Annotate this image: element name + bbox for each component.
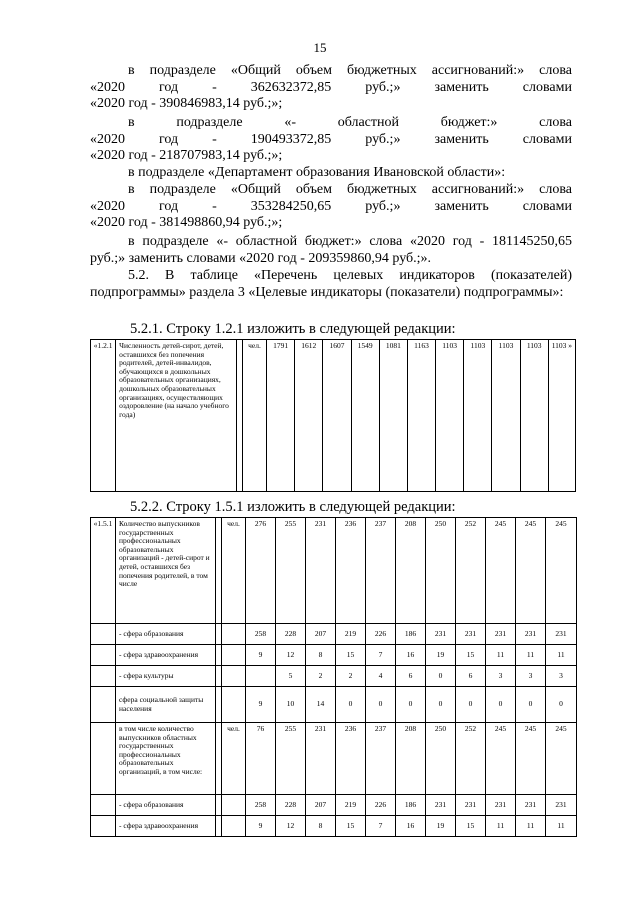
value-cell: 10 <box>276 687 306 723</box>
value-cell: 2 <box>336 666 366 687</box>
word: бюджетных <box>347 63 417 78</box>
value-cell: 6 <box>456 666 486 687</box>
value-cell: 255 <box>276 518 306 624</box>
value-cell: 1612 <box>295 340 323 492</box>
value-cell: 237 <box>366 723 396 795</box>
table-row <box>91 645 577 666</box>
value-cell: 15 <box>336 645 366 666</box>
paragraph-dept-regional-budget: в подразделе «- областной бюджет:» слова «2020 год - 181145250,65 руб.;» заменить словами «2020 год - 209359860,94 руб.;». <box>90 234 572 266</box>
value-cell: 0 <box>336 687 366 723</box>
value-cell: 186 <box>396 624 426 645</box>
row-code <box>91 816 116 837</box>
row-code <box>91 687 116 723</box>
value-cell: 226 <box>366 795 396 816</box>
value-cell: 255 <box>276 723 306 795</box>
value-cell: 19 <box>426 816 456 837</box>
paragraph-line: «2020 год - 218707983,14 руб.;»; <box>90 148 283 164</box>
table-row <box>91 518 577 624</box>
row-code: «1.5.1 <box>91 518 116 624</box>
value-cell: 4 <box>366 666 396 687</box>
justified-line <box>90 80 572 97</box>
word: 362632372,85 <box>250 79 332 95</box>
table-row <box>91 723 577 795</box>
value-cell: 2 <box>306 666 336 687</box>
value-cell: 1103 <box>464 340 492 492</box>
row-code <box>91 666 116 687</box>
value-cell: 228 <box>276 795 306 816</box>
value-cell: 7 <box>366 645 396 666</box>
table-row <box>91 666 577 687</box>
row-code <box>91 723 116 795</box>
justified-line <box>90 182 572 199</box>
row-unit <box>222 666 246 687</box>
row-description: - сфера образования <box>116 624 216 645</box>
value-cell: 0 <box>426 666 456 687</box>
value-cell: 231 <box>516 795 546 816</box>
value-cell: 5 <box>276 666 306 687</box>
value-cell: 15 <box>336 816 366 837</box>
word: «2020 <box>90 131 125 147</box>
value-cell: 16 <box>396 816 426 837</box>
value-cell: 3 <box>516 666 546 687</box>
word: в <box>128 63 135 78</box>
value-cell: 11 <box>486 816 516 837</box>
justified-line <box>90 63 572 80</box>
value-cell <box>246 666 276 687</box>
value-cell: 3 <box>486 666 516 687</box>
value-cell: 231 <box>456 795 486 816</box>
word: бюджетных <box>347 182 417 197</box>
indicator-table-121 <box>90 339 576 492</box>
value-cell: 1163 <box>407 340 435 492</box>
word: руб.;» <box>365 79 401 95</box>
word: - <box>212 131 217 147</box>
value-cell: 76 <box>246 723 276 795</box>
row-unit: чел. <box>222 518 246 624</box>
value-cell: 11 <box>516 645 546 666</box>
word: «Общий <box>230 63 281 78</box>
value-cell: 226 <box>366 624 396 645</box>
word: - <box>212 198 217 214</box>
value-cell: 12 <box>276 645 306 666</box>
value-cell: 1607 <box>323 340 351 492</box>
value-cell: 245 <box>516 518 546 624</box>
table-row <box>91 624 577 645</box>
indicator-table-151 <box>90 517 577 837</box>
heading-522: 5.2.2. Строку 1.5.1 изложить в следующей редакции: <box>130 499 456 515</box>
word: слова <box>539 63 572 78</box>
word: в <box>128 115 135 130</box>
value-cell: 1103 » <box>548 340 575 492</box>
value-cell: 231 <box>486 624 516 645</box>
value-cell: 208 <box>396 518 426 624</box>
word: заменить <box>434 131 489 147</box>
word: год <box>159 79 179 95</box>
value-cell: 6 <box>396 666 426 687</box>
value-cell: 9 <box>246 687 276 723</box>
table-row <box>91 795 577 816</box>
word: год <box>159 198 179 214</box>
value-cell: 1103 <box>492 340 520 492</box>
value-cell: 3 <box>546 666 577 687</box>
word: год <box>159 131 179 147</box>
word: 353284250,65 <box>250 198 332 214</box>
value-cell: 1791 <box>267 340 295 492</box>
value-cell: 11 <box>516 816 546 837</box>
row-code: «1.2.1 <box>91 340 116 492</box>
value-cell: 236 <box>336 723 366 795</box>
value-cell: 16 <box>396 645 426 666</box>
word: руб.;» <box>365 198 401 214</box>
word: подразделе <box>149 63 216 78</box>
word: словами <box>522 131 572 147</box>
word: бюджет:» <box>440 115 498 130</box>
row-description: сфера социальной защиты населения <box>116 687 216 723</box>
word: - <box>212 79 217 95</box>
word: объем <box>295 63 333 78</box>
value-cell: 11 <box>546 645 577 666</box>
value-cell: 245 <box>486 723 516 795</box>
paragraph-line: «2020 год - 390846983,14 руб.;»; <box>90 96 283 112</box>
value-cell: 236 <box>336 518 366 624</box>
row-code <box>91 624 116 645</box>
value-cell: 258 <box>246 795 276 816</box>
row-description: в том числе количество выпускников областных государственных профессиональных образовательных организаций, в том числе: <box>116 723 216 795</box>
word: «2020 <box>90 79 125 95</box>
row-description: Количество выпускников государственных профессиональных образовательных организаций - детей-сирот и детей, оставшихся без попечения родителей, в том числе <box>116 518 216 624</box>
word: подразделе <box>149 182 216 197</box>
value-cell: 231 <box>516 624 546 645</box>
paragraph-department: в подразделе «Департамент образования Ивановской области»: <box>128 165 506 180</box>
row-unit <box>222 816 246 837</box>
paragraph-line: «2020 год - 381498860,94 руб.;»; <box>90 215 283 231</box>
table-row <box>91 687 577 723</box>
word: заменить <box>434 198 489 214</box>
row-code <box>91 795 116 816</box>
value-cell: 250 <box>426 518 456 624</box>
row-unit: чел. <box>222 723 246 795</box>
value-cell: 11 <box>486 645 516 666</box>
value-cell: 252 <box>456 518 486 624</box>
value-cell: 9 <box>246 816 276 837</box>
paragraph-dept-budget-total <box>90 182 572 232</box>
value-cell: 231 <box>426 795 456 816</box>
word: «Общий <box>230 182 281 197</box>
word: заменить <box>434 79 489 95</box>
justified-line <box>90 199 572 216</box>
value-cell: 258 <box>246 624 276 645</box>
value-cell: 0 <box>546 687 577 723</box>
word: руб.;» <box>365 131 401 147</box>
value-cell: 207 <box>306 795 336 816</box>
heading-521: 5.2.1. Строку 1.2.1 изложить в следующей редакции: <box>130 321 456 337</box>
value-cell: 0 <box>366 687 396 723</box>
value-cell: 237 <box>366 518 396 624</box>
row-description: Численность детей-сирот, детей, оставшихся без попечения родителей, детей-инвалидов, обучающихся в дошкольных образовательных организациях, дошкольных образовательных организациях, осуществляющих оздоровление (на начало учебного года) <box>116 340 237 492</box>
value-cell: 231 <box>426 624 456 645</box>
value-cell: 252 <box>456 723 486 795</box>
row-unit <box>222 687 246 723</box>
value-cell: 231 <box>456 624 486 645</box>
value-cell: 1103 <box>436 340 464 492</box>
row-description: - сфера здравоохранения <box>116 816 216 837</box>
paragraph-regional-budget <box>90 115 572 165</box>
value-cell: 8 <box>306 645 336 666</box>
value-cell: 231 <box>306 518 336 624</box>
value-cell: 11 <box>546 816 577 837</box>
value-cell: 0 <box>516 687 546 723</box>
page-number: 15 <box>313 40 327 55</box>
row-description: - сфера образования <box>116 795 216 816</box>
word: областной <box>337 115 399 130</box>
value-cell: 0 <box>486 687 516 723</box>
value-cell: 207 <box>306 624 336 645</box>
value-cell: 219 <box>336 795 366 816</box>
value-cell: 8 <box>306 816 336 837</box>
value-cell: 245 <box>516 723 546 795</box>
row-unit <box>222 624 246 645</box>
row-description: - сфера культуры <box>116 666 216 687</box>
value-cell: 228 <box>276 624 306 645</box>
value-cell: 1549 <box>351 340 379 492</box>
value-cell: 231 <box>306 723 336 795</box>
word: объем <box>295 182 333 197</box>
value-cell: 0 <box>456 687 486 723</box>
value-cell: 1081 <box>379 340 407 492</box>
justified-line <box>90 115 572 132</box>
value-cell: 208 <box>396 723 426 795</box>
value-cell: 245 <box>546 518 577 624</box>
word: ассигнований:» <box>431 182 525 197</box>
row-unit: чел. <box>242 340 266 492</box>
table-row <box>91 340 576 492</box>
value-cell: 14 <box>306 687 336 723</box>
paragraph-table-52: 5.2. В таблице «Перечень целевых индикаторов (показателей) подпрограммы» раздела 3 «Целевые индикаторы (показатели) подпрограммы»: <box>90 268 572 300</box>
justified-line <box>90 132 572 149</box>
word: слова <box>539 115 572 130</box>
value-cell: 0 <box>396 687 426 723</box>
value-cell: 250 <box>426 723 456 795</box>
word: 190493372,85 <box>250 131 332 147</box>
row-description: - сфера здравоохранения <box>116 645 216 666</box>
paragraph-budget-total <box>90 63 572 113</box>
word: словами <box>522 79 572 95</box>
table-row <box>91 816 577 837</box>
value-cell: 245 <box>486 518 516 624</box>
word: «2020 <box>90 198 125 214</box>
value-cell: 19 <box>426 645 456 666</box>
value-cell: 231 <box>546 624 577 645</box>
value-cell: 9 <box>246 645 276 666</box>
value-cell: 276 <box>246 518 276 624</box>
value-cell: 1103 <box>520 340 548 492</box>
value-cell: 231 <box>546 795 577 816</box>
value-cell: 12 <box>276 816 306 837</box>
value-cell: 245 <box>546 723 577 795</box>
row-code <box>91 645 116 666</box>
value-cell: 231 <box>486 795 516 816</box>
word: словами <box>522 198 572 214</box>
value-cell: 7 <box>366 816 396 837</box>
word: «- <box>284 115 296 130</box>
value-cell: 15 <box>456 816 486 837</box>
row-unit <box>222 645 246 666</box>
word: слова <box>539 182 572 197</box>
value-cell: 0 <box>426 687 456 723</box>
value-cell: 186 <box>396 795 426 816</box>
value-cell: 219 <box>336 624 366 645</box>
word: подразделе <box>176 115 243 130</box>
word: ассигнований:» <box>431 63 525 78</box>
value-cell: 15 <box>456 645 486 666</box>
row-unit <box>222 795 246 816</box>
word: в <box>128 182 135 197</box>
